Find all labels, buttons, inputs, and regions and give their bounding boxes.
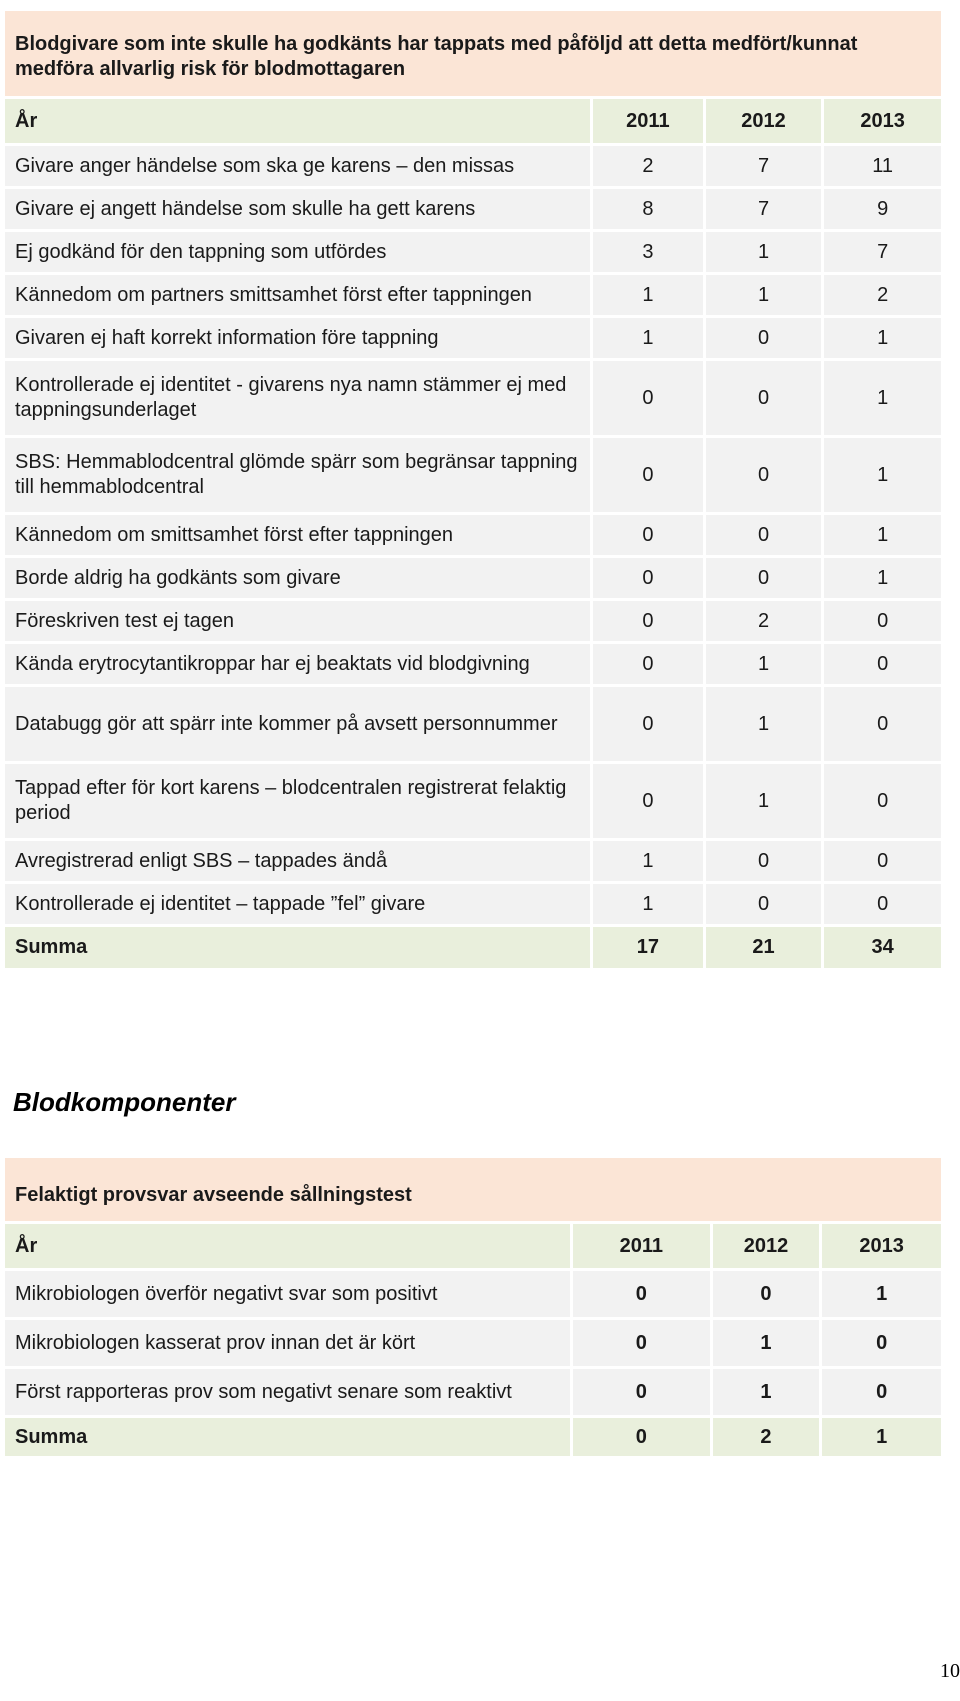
sum-2013: 34 [823, 926, 943, 970]
value-2013: 0 [823, 840, 943, 883]
table-row [4, 1368, 943, 1417]
table-row [4, 274, 943, 317]
row-label: Givare anger händelse som ska ge karens – den missas [4, 145, 592, 188]
value-2013: 1 [823, 514, 943, 557]
value-2012: 1 [711, 1368, 821, 1417]
value-2013: 0 [821, 1319, 943, 1368]
header-cell-year-label: År [4, 98, 592, 145]
value-2013: 2 [823, 274, 943, 317]
value-2013: 9 [823, 188, 943, 231]
row-label: Givaren ej haft korrekt information före tappning [4, 317, 592, 360]
table-row [4, 643, 943, 686]
table-title: Blodgivare som inte skulle ha godkänts har tappats med påföljd att detta medfört/kunnat medföra allvarlig risk för blodmottagaren [4, 10, 943, 98]
value-2013: 0 [823, 883, 943, 926]
value-2012: 0 [704, 437, 823, 514]
value-2011: 1 [592, 883, 705, 926]
table-row [4, 231, 943, 274]
sum-2011: 0 [572, 1417, 712, 1458]
page-number: 10 [940, 1660, 960, 1682]
header-cell-2012: 2012 [704, 98, 823, 145]
header-cell-2012: 2012 [711, 1223, 821, 1270]
header-cell-2011: 2011 [572, 1223, 712, 1270]
table-row [4, 1270, 943, 1319]
row-label: Kännedom om smittsamhet först efter tappningen [4, 514, 592, 557]
table-screening-results [2, 1155, 944, 1459]
table-row [4, 188, 943, 231]
row-label: Avregistrerad enligt SBS – tappades ändå [4, 840, 592, 883]
value-2012: 1 [711, 1319, 821, 1368]
row-label: Mikrobiologen kasserat prov innan det är kört [4, 1319, 572, 1368]
sum-2013: 1 [821, 1417, 943, 1458]
value-2012: 0 [704, 557, 823, 600]
value-2012: 1 [704, 643, 823, 686]
value-2011: 0 [592, 437, 705, 514]
table-title-row [4, 1157, 943, 1223]
sum-label: Summa [4, 1417, 572, 1458]
value-2012: 0 [704, 840, 823, 883]
value-2012: 1 [704, 686, 823, 763]
row-label: Borde aldrig ha godkänts som givare [4, 557, 592, 600]
table-row [4, 437, 943, 514]
sum-2012: 21 [704, 926, 823, 970]
value-2012: 1 [704, 274, 823, 317]
table-row [4, 686, 943, 763]
table-risk-donors [2, 8, 944, 971]
table-row [4, 763, 943, 840]
value-2013: 1 [821, 1270, 943, 1319]
table-row [4, 360, 943, 437]
value-2011: 0 [572, 1368, 712, 1417]
row-label: Föreskriven test ej tagen [4, 600, 592, 643]
table-sum-row [4, 926, 943, 970]
value-2011: 0 [592, 686, 705, 763]
value-2011: 0 [592, 600, 705, 643]
value-2012: 0 [704, 360, 823, 437]
table-row [4, 145, 943, 188]
value-2013: 11 [823, 145, 943, 188]
value-2013: 0 [823, 763, 943, 840]
row-label: Ej godkänd för den tappning som utfördes [4, 231, 592, 274]
sum-2012: 2 [711, 1417, 821, 1458]
table-sum-row [4, 1417, 943, 1458]
value-2011: 3 [592, 231, 705, 274]
value-2012: 7 [704, 188, 823, 231]
row-label: Kända erytrocytantikroppar har ej beaktats vid blodgivning [4, 643, 592, 686]
value-2012: 7 [704, 145, 823, 188]
header-cell-2013: 2013 [823, 98, 943, 145]
value-2011: 2 [592, 145, 705, 188]
table-row [4, 883, 943, 926]
header-cell-year-label: År [4, 1223, 572, 1270]
value-2011: 0 [572, 1270, 712, 1319]
value-2012: 2 [704, 600, 823, 643]
value-2013: 1 [823, 317, 943, 360]
table-title-row [4, 10, 943, 98]
value-2011: 0 [572, 1319, 712, 1368]
row-label: Tappad efter för kort karens – blodcentralen registrerat felaktig period [4, 763, 592, 840]
value-2011: 0 [592, 514, 705, 557]
value-2012: 1 [704, 763, 823, 840]
section-heading: Blodkomponenter [13, 1087, 236, 1117]
value-2012: 0 [704, 514, 823, 557]
value-2013: 0 [821, 1368, 943, 1417]
value-2012: 0 [704, 317, 823, 360]
row-label: Mikrobiologen överför negativt svar som positivt [4, 1270, 572, 1319]
table-title: Felaktigt provsvar avseende sållningstest [4, 1157, 943, 1223]
table-header-row [4, 98, 943, 145]
row-label: Kontrollerade ej identitet – tappade ”fel” givare [4, 883, 592, 926]
value-2013: 0 [823, 686, 943, 763]
row-label: Kännedom om partners smittsamhet först efter tappningen [4, 274, 592, 317]
value-2013: 7 [823, 231, 943, 274]
value-2011: 1 [592, 317, 705, 360]
header-cell-2011: 2011 [592, 98, 705, 145]
row-label: Kontrollerade ej identitet - givarens nya namn stämmer ej med tappningsunderlaget [4, 360, 592, 437]
value-2012: 0 [711, 1270, 821, 1319]
value-2011: 0 [592, 763, 705, 840]
table-row [4, 600, 943, 643]
value-2011: 1 [592, 274, 705, 317]
value-2013: 0 [823, 643, 943, 686]
value-2011: 0 [592, 557, 705, 600]
row-label: Givare ej angett händelse som skulle ha gett karens [4, 188, 592, 231]
sum-label: Summa [4, 926, 592, 970]
value-2011: 0 [592, 643, 705, 686]
value-2013: 1 [823, 360, 943, 437]
header-cell-2013: 2013 [821, 1223, 943, 1270]
table-row [4, 514, 943, 557]
value-2012: 0 [704, 883, 823, 926]
row-label: Databugg gör att spärr inte kommer på avsett personnummer [4, 686, 592, 763]
value-2013: 1 [823, 557, 943, 600]
sum-2011: 17 [592, 926, 705, 970]
value-2013: 0 [823, 600, 943, 643]
row-label: Först rapporteras prov som negativt senare som reaktivt [4, 1368, 572, 1417]
row-label: SBS: Hemmablodcentral glömde spärr som begränsar tappning till hemmablodcentral [4, 437, 592, 514]
table-row [4, 840, 943, 883]
value-2012: 1 [704, 231, 823, 274]
value-2011: 8 [592, 188, 705, 231]
value-2011: 0 [592, 360, 705, 437]
value-2013: 1 [823, 437, 943, 514]
table-row [4, 1319, 943, 1368]
table-header-row [4, 1223, 943, 1270]
value-2011: 1 [592, 840, 705, 883]
table-row [4, 317, 943, 360]
table-row [4, 557, 943, 600]
